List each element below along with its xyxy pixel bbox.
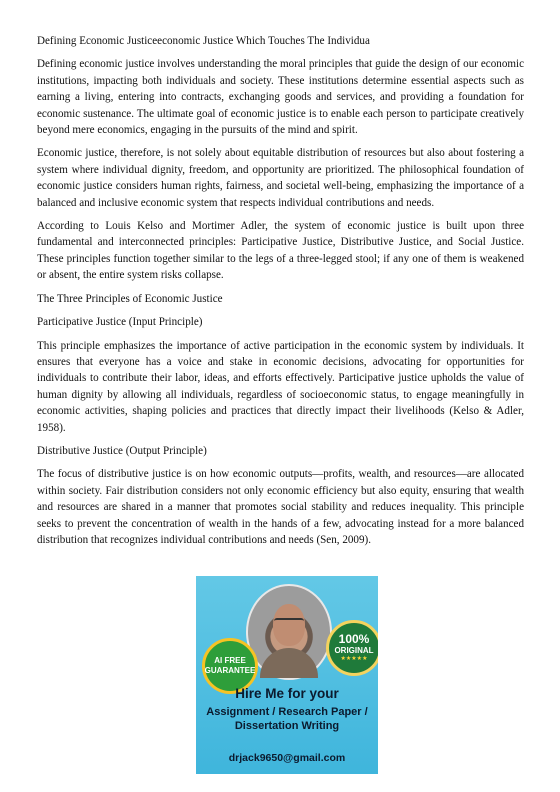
contact-email[interactable]: drjack9650@gmail.com xyxy=(228,752,346,764)
paragraph-definition: Defining economic justice involves understanding the moral principles that guide the design of our economic institutions, impacting both individuals and society. These institutions determine essential aspects such as earning a living, entering into contracts, exchanging goods and services, and providing a foundation for economic sustenance. The ultimate goal of economic justice is to enable each person to participate creatively beyond mere economics, engaging in the pursuits of the mind and spirit. xyxy=(37,58,524,137)
author-photo xyxy=(246,584,332,680)
document-title: Defining Economic Justiceeconomic Justice Which Touches The Individua xyxy=(37,35,370,47)
paragraph-kelso-adler: According to Louis Kelso and Mortimer Adler, the system of economic justice is built upon three fundamental and interconnected principles: Participative Justice, Distributive Justice, and Social Justice. These principles function together similar to the legs of a three-legged stool; if any one of them is weakened or absent, the entire system risks collapse. xyxy=(37,220,524,282)
document-body xyxy=(37,33,524,555)
star-rating-icon: ★★★★★ xyxy=(340,656,368,662)
original-badge xyxy=(326,620,378,676)
section-heading-distributive: Distributive Justice (Output Principle) xyxy=(37,444,207,457)
paragraph-participative: This principle emphasizes the importance of active participation in the economic system by individuals. It ensures that everyone has a voice and stake in economic decisions, advocating for opportunities for individuals to contribute their labor, ideas, and efforts effectively. Participative justice upholds the value of human dignity by allowing all individuals, regardless of socioeconomic status, to engage meaningfully in economic activities, shaping policies and practices that directly impact their livelihoods (Kelso & Adler, 1958). xyxy=(37,339,524,434)
paragraph-distributive: The focus of distributive justice is on how economic outputs—profits, wealth, and resources—are allocated within society. Fair distribution considers not only economic efficiency but also equity, ensuring that wealth and resources are shared in a manner that promotes social stability and reduces inequality. This principle seeks to prevent the concentration of wealth in the hands of a few, advocating instead for a more balanced distribution that recognizes individual contributions and needs (Sen, 2009). xyxy=(37,468,524,546)
section-heading-participative: Participative Justice (Input Principle) xyxy=(37,316,203,329)
badge-label: GUARANTEE xyxy=(204,666,256,675)
ad-subtitle xyxy=(196,705,378,733)
section-heading-three-principles: The Three Principles of Economic Justice xyxy=(37,292,223,305)
badge-label: ORIGINAL xyxy=(334,646,374,655)
ad-subtitle-line: Dissertation Writing xyxy=(234,720,340,732)
badge-label: AI FREE xyxy=(214,656,246,665)
advertisement-banner[interactable] xyxy=(196,576,378,774)
paragraph-economic-justice: Economic justice, therefore, is not solely about equitable distribution of resources but also about fostering a system where individual dignity, freedom, and opportunity are prioritized. The philosophical foundation of economic justice considers human rights, fairness, and societal well-being, emphasizing the importance of a balanced and inclusive economic system that respects individual contributions and needs. xyxy=(37,147,524,209)
ad-title: Hire Me for your xyxy=(235,686,339,701)
badge-percent: 100% xyxy=(338,632,370,646)
ad-subtitle-line: Assignment / Research Paper / xyxy=(206,706,368,718)
